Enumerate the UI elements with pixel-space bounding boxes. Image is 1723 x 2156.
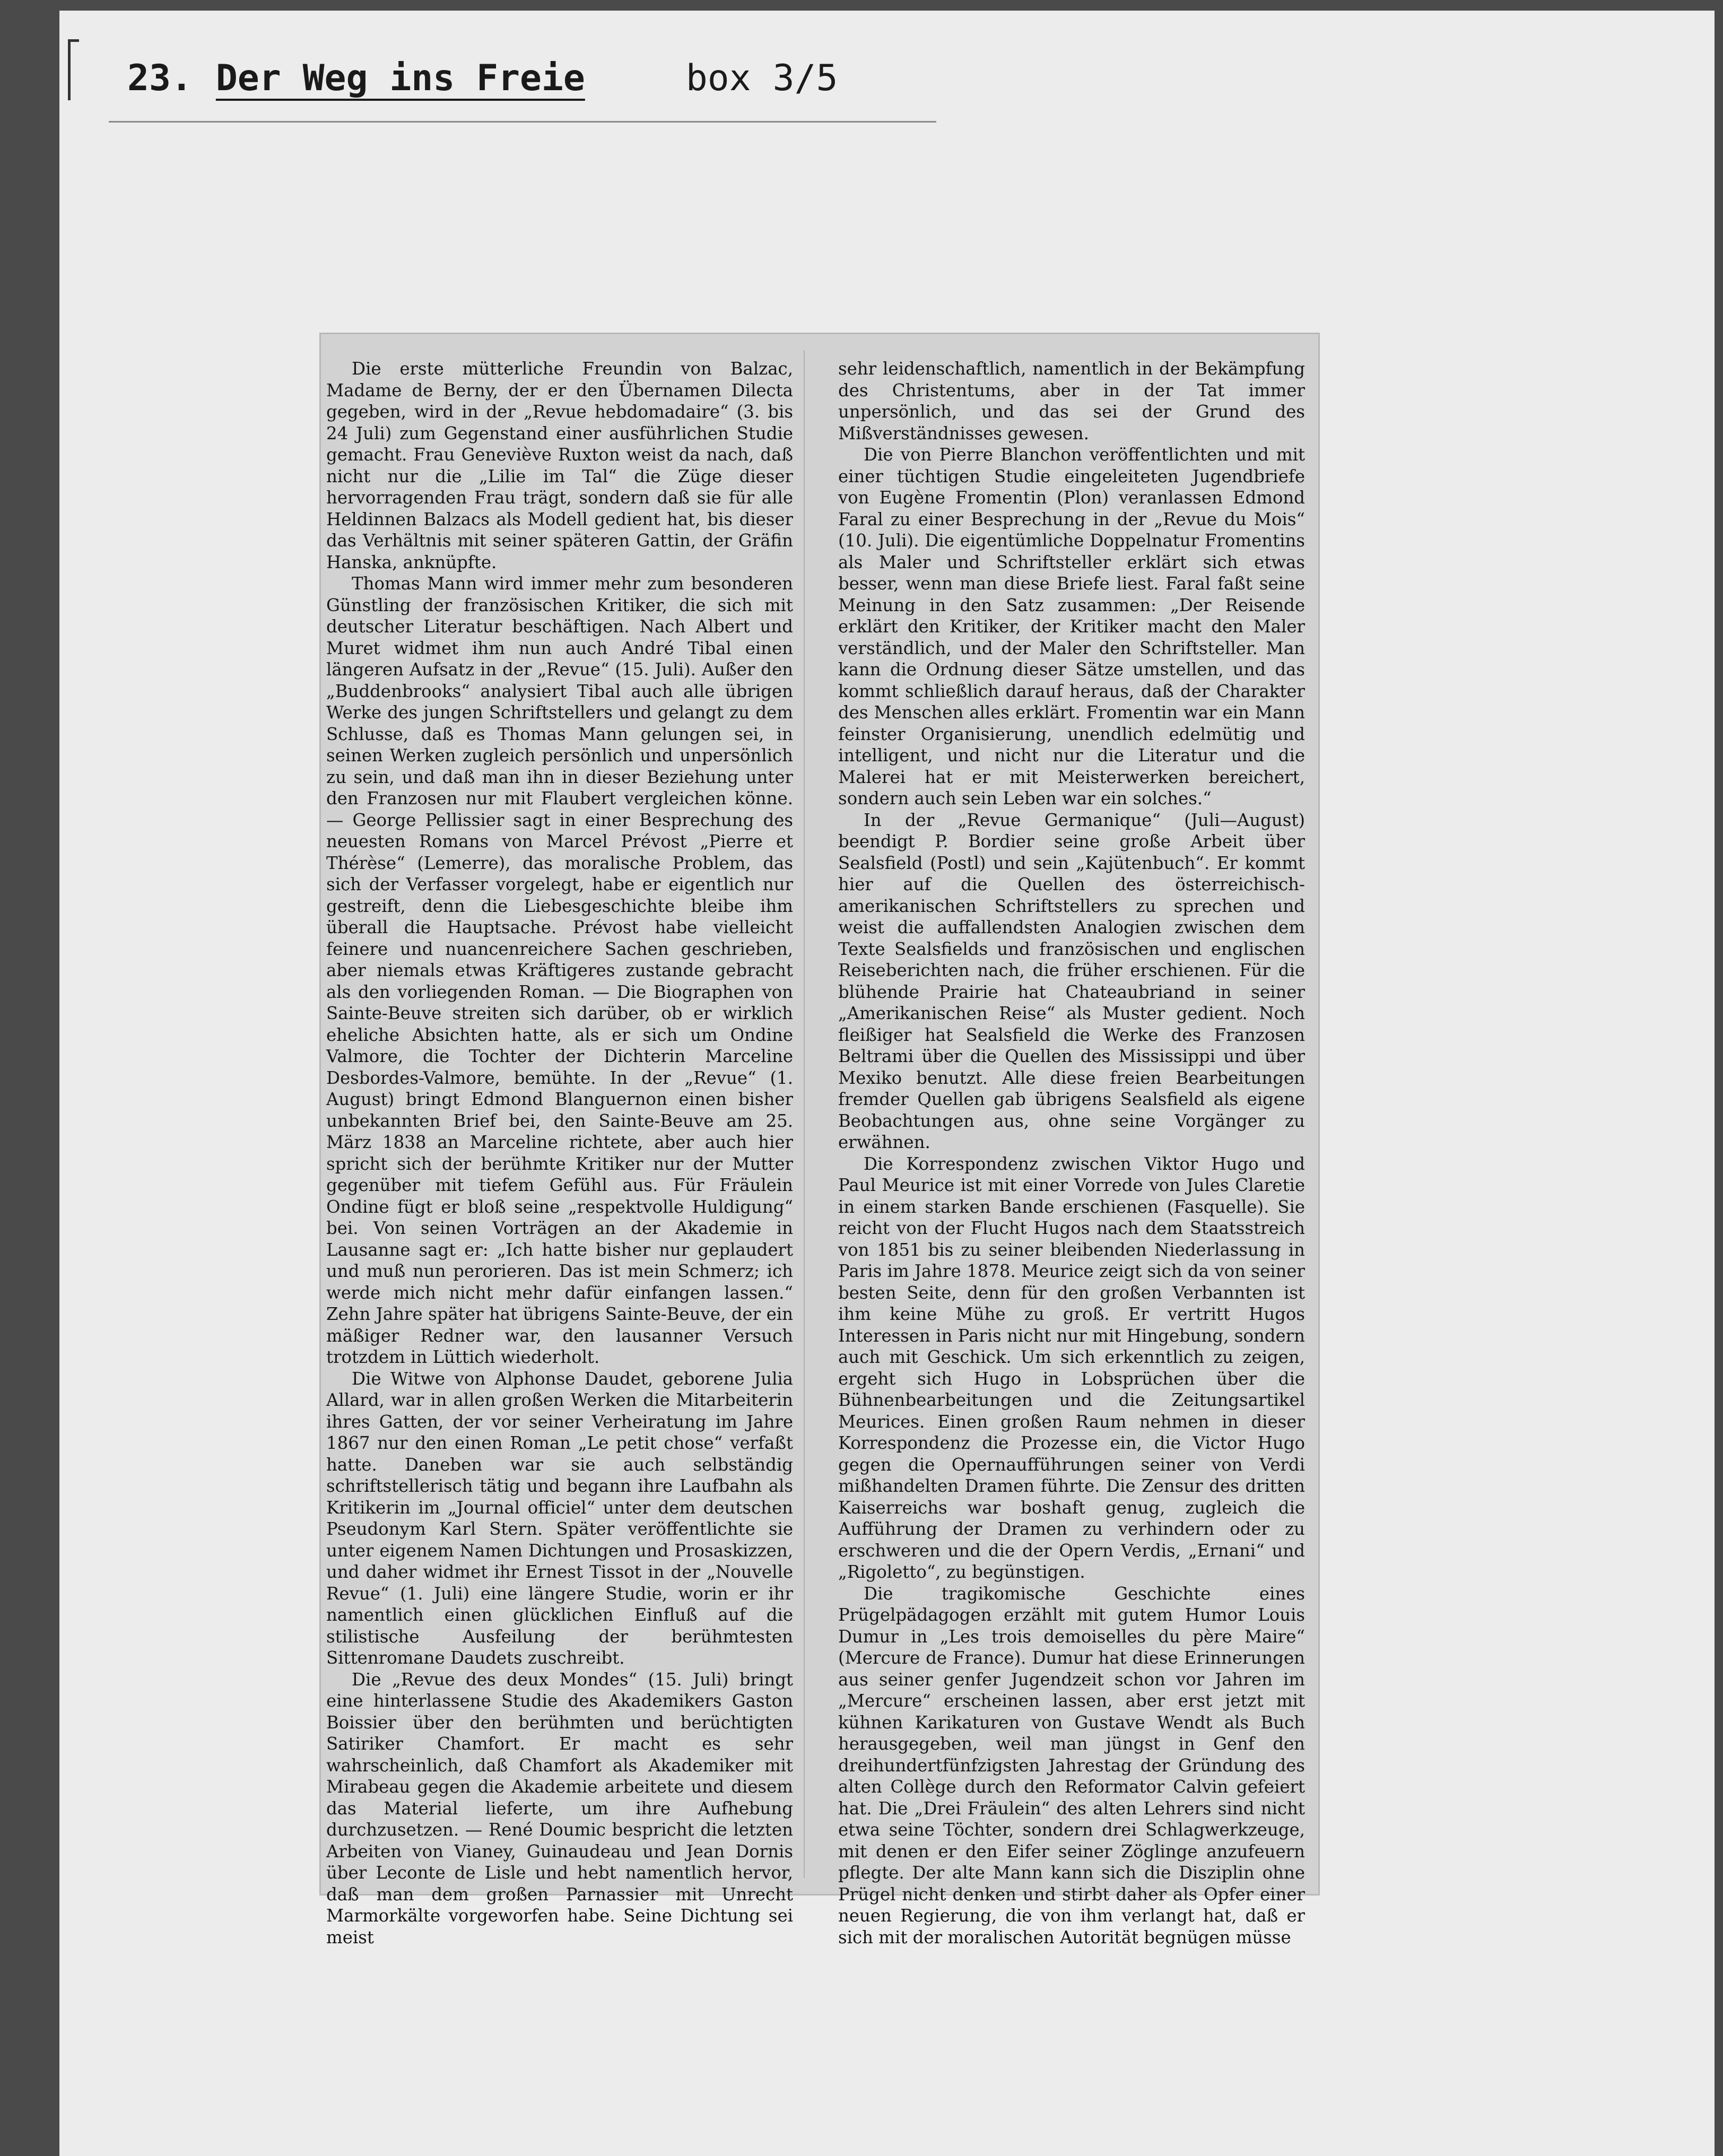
paragraph: Die Witwe von Alphonse Daudet, geborene Julia Allard, war in allen großen Werken die Mitarbeiterin ihres Gatten, der vor seiner Verheiratung im Jahre 1867 nur den einen Roman „Le petit chose“ verfaßt hatte. Daneben war sie auch selbständig schriftstellerisch tätig und begann ihre Laufbahn als Kritikerin im „Journal officiel“ unter dem deutschen Pseudonym Karl Stern. Später veröffentlichte sie unter eigenem Namen Dichtungen und Prosaskizzen, und daher widmet ihr Ernest Tissot in der „Nouvelle Revue“ (1. Juli) eine längere Studie, worin er ihr namentlich einen glücklichen Einfluß auf die stilistische Ausfeilung der berühmtesten Sittenromane Daudets zuschreibt. <box>326 1368 793 1668</box>
clipping-column-right <box>838 358 1305 1948</box>
folder-number: 23. <box>127 57 193 99</box>
paragraph: Thomas Mann wird immer mehr zum besonderen Günstling der französischen Kritiker, die sich mit deutscher Literatur beschäftigen. Nach Albert und Muret widmet ihm nun auch André Tibal einen längeren Aufsatz in der „Revue“ (15. Juli). Außer den „Buddenbrooks“ analysiert Tibal auch alle übrigen Werke des jungen Schriftstellers und gelangt zu dem Schlusse, daß es Thomas Mann gelungen sei, in seinen Werken zugleich persönlich und unpersönlich zu sein, und daß man ihn in dieser Beziehung unter den Franzosen nur mit Flaubert vergleichen könne. — George Pellissier sagt in einer Besprechung des neuesten Romans von Marcel Prévost „Pierre et Thérèse“ (Lemerre), das moralische Problem, das sich der Verfasser vorgelegt, habe er eigentlich nur gestreift, denn die Liebesgeschichte bleibe ihm überall die Hauptsache. Prévost habe vielleicht feinere und nuancenreichere Sachen geschrieben, aber niemals etwas Kräftigeres zustande gebracht als den vorliegenden Roman. — Die Biographen von Sainte-Beuve streiten sich darüber, ob er wirklich eheliche Absichten hatte, als er sich um Ondine Valmore, die Tochter der Dichterin Marceline Desbordes-Valmore, bemühte. In der „Revue“ (1. August) bringt Edmond Blanguernon einen bisher unbekannten Brief bei, den Sainte-Beuve am 25. März 1838 an Marceline richtete, aber auch hier spricht sich der berühmte Kritiker nur der Mutter gegenüber mit tiefem Gefühl aus. Für Fräulein Ondine fügt er bloß seine „respektvolle Huldigung“ bei. Von seinen Vorträgen an der Akademie in Lausanne sagt er: „Ich hatte bisher nur geplaudert und muß nun perorieren. Das ist mein Schmerz; ich werde mich nicht mehr dafür einfangen lassen.“ Zehn Jahre später hat übrigens Sainte-Beuve, der ein mäßiger Redner war, den lausanner Versuch trotzdem in Lüttich wiederholt. <box>326 573 793 1367</box>
clipping-column-left <box>326 358 798 1948</box>
folder-label <box>127 49 838 107</box>
paragraph: Die tragikomische Geschichte eines Prügelpädagogen erzählt mit gutem Humor Louis Dumur in „Les trois demoiselles du père Maire“ (Mercure de France). Dumur hat diese Erinnerungen aus seiner genfer Jugendzeit schon vor Jahren im „Mercure“ erscheinen lassen, aber erst jetzt mit kühnen Karikaturen von Gustave Wendt als Buch herausgegeben, weil man jüngst in Genf den dreihundertfünfzigsten Jahrestag der Gründung des alten Collège durch den Reformator Calvin gefeiert hat. Die „Drei Fräulein“ des alten Lehrers sind nicht etwa seine Töchter, sondern drei Schlagwerkzeuge, mit denen er den Eifer seiner Zöglinge anzufeuern pflegte. Der alte Mann kann sich die Disziplin ohne Prügel nicht denken und stirbt daher als Opfer einer neuen Regierung, die von ihm verlangt hat, daß er sich mit der moralischen Autorität begnügen müsse <box>838 1583 1305 1948</box>
box-number: box 3/5 <box>685 57 838 99</box>
newspaper-clipping <box>321 334 1318 1948</box>
paragraph: In der „Revue Germanique“ (Juli—August) beendigt P. Bordier seine große Arbeit über Sealsfield (Postl) und sein „Kajütenbuch“. Er kommt hier auf die Quellen des österreichisch-amerikanischen Schriftstellers zu sprechen und weist die auffallendsten Analogien zwischen dem Texte Sealsfields und französischen und englischen Reiseberichten nach, die früher erschienen. Für die blühende Prairie hat Chateaubriand in seiner „Amerikanischen Reise“ als Muster gedient. Noch fleißiger hat Sealsfield die Werke des Franzosen Beltrami über die Quellen des Mississippi und über Mexiko benutzt. Alle diese freien Bearbeitungen fremder Quellen gab übrigens Sealsfield als eigene Beobachtungen aus, ohne seine Vorgänger zu erwähnen. <box>838 810 1305 1152</box>
paragraph: Die erste mütterliche Freundin von Balzac, Madame de Berny, der er den Übernamen Dilecta gegeben, wird in der „Revue hebdomadaire“ (3. bis 24 Juli) zum Gegenstand einer ausführlichen Studie gemacht. Frau Geneviève Ruxton weist da nach, daß nicht nur die „Lilie im Tal“ die Züge dieser hervorragenden Frau trägt, sondern daß sie für alle Heldinnen Balzacs als Modell gedient hat, bis dieser das Verhältnis mit seiner späteren Gattin, der Gräfin Hanska, anknüpfte. <box>326 359 793 572</box>
paragraph: Die von Pierre Blanchon veröffentlichten und mit einer tüchtigen Studie eingeleiteten Jugendbriefe von Eugène Fromentin (Plon) veranlassen Edmond Faral zu einer Besprechung in der „Revue du Mois“ (10. Juli). Die eigentümliche Doppelnatur Fromentins als Maler und Schriftsteller erklärt sich etwas besser, wenn man diese Briefe liest. Faral faßt seine Meinung in den Satz zusammen: „Der Reisende erklärt den Kritiker, der Kritiker macht den Maler verständlich, und der Maler den Schriftsteller. Man kann die Ordnung dieser Sätze umstellen, und das kommt schließlich darauf heraus, daß der Charakter des Menschen alles erklärt. Fromentin war ein Mann feinster Organisierung, unendlich edelmütig und intelligent, und nicht nur die Literatur und die Malerei hat er mit Meisterwerken bereichert, sondern auch sein Leben war ein solches.“ <box>838 445 1305 808</box>
column-divider <box>804 350 805 1878</box>
paragraph: Die Korrespondenz zwischen Viktor Hugo und Paul Meurice ist mit einer Vorrede von Jules Claretie in einem starken Bande erschienen (Fasquelle). Sie reicht von der Flucht Hugos nach dem Staatsstreich von 1851 bis zu seiner bleibenden Niederlassung in Paris im Jahre 1878. Meurice zeigt sich da von seiner besten Seite, denn für den großen Verbannten ist ihm keine Mühe zu groß. Er vertritt Hugos Interessen in Paris nicht nur mit Hingebung, sondern auch mit Geschick. Um sich erkenntlich zu zeigen, ergeht sich Hugo in Lobsprüchen über die Bühnenbearbeitungen und die Zeitungsartikel Meurices. Einen großen Raum nehmen in dieser Korrespondenz die Prozesse ein, die Victor Hugo gegen die Opernaufführungen seiner von Verdi mißhandelten Dramen führte. Die Zensur des dritten Kaiserreichs war boshaft genug, zugleich die Aufführung der Dramen zu verhindern oder zu erschweren und die der Opern Verdis, „Ernani“ und „Rigoletto“, zu begünstigen. <box>838 1153 1305 1582</box>
header-rule <box>109 121 936 123</box>
folder-title: Der Weg ins Freie <box>215 57 585 99</box>
corner-mark <box>68 39 79 100</box>
paragraph: Die „Revue des deux Mondes“ (15. Juli) bringt eine hinterlassene Studie des Akademikers Gaston Boissier über den berühmten und berüchtigten Satiriker Chamfort. Er macht es sehr wahrscheinlich, daß Chamfort als Akademiker mit Mirabeau gegen die Akademie arbeitete und diesem das Material lieferte, um ihre Aufhebung durchzusetzen. — René Doumic bespricht die letzten Arbeiten von Vianey, Guinaudeau und Jean Dornis über Leconte de Lisle und hebt namentlich hervor, daß man dem großen Parnassier mit Unrecht Marmorkälte vorgeworfen habe. Seine Dichtung sei meist <box>326 1669 793 1948</box>
paragraph: sehr leidenschaftlich, namentlich in der Bekämpfung des Christentums, aber in der Tat immer unpersönlich, und das sei der Grund des Mißverständnisses gewesen. <box>838 359 1305 444</box>
